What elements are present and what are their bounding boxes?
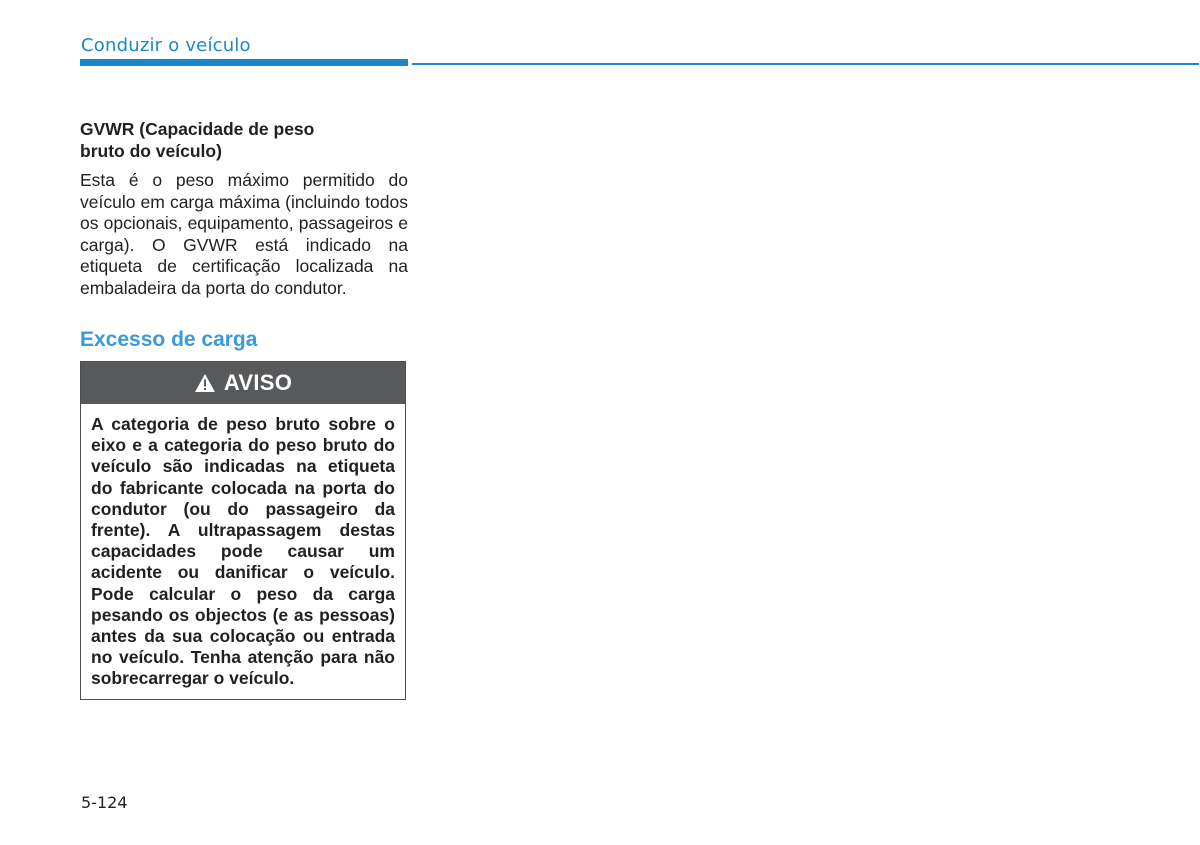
header-rule-thin (412, 63, 1199, 65)
chapter-title: Conduzir o veículo (81, 35, 251, 56)
warning-body: A categoria de peso bruto sobre o eixo e a categoria do peso bruto do veículo são indicadas na etiqueta do fabricante colocada na porta do condutor (ou do passageiro da frente). A ultrapassagem destas capacidades pode causar um acidente ou danificar o veículo. Pode calcular o peso da carga pesando os objectos (e as pessoas) antes da sua colocação ou entrada no veículo. Tenha atenção para não sobrecarregar o veículo. (91, 414, 395, 689)
gvwr-heading-line2: bruto do veículo) (80, 140, 222, 161)
section-heading-overload: Excesso de carga (80, 328, 258, 351)
warning-triangle-icon (194, 373, 216, 393)
page-number: 5-124 (81, 793, 128, 812)
content-column (80, 119, 408, 700)
gvwr-heading-line1: GVWR (Capacidade de peso (80, 119, 315, 139)
warning-header (81, 362, 405, 404)
warning-label: AVISO (223, 370, 293, 395)
header-rule-thick (80, 59, 408, 66)
warning-box (80, 361, 406, 700)
gvwr-body: Esta é o peso máximo permitido do veículo em carga máxima (incluindo todos os opcionais, equipamento, passageiros e carga). O GVWR está indicado na etiqueta de certificação localizada na embaladeira da porta do condutor. (80, 170, 408, 298)
gvwr-heading (80, 119, 408, 162)
